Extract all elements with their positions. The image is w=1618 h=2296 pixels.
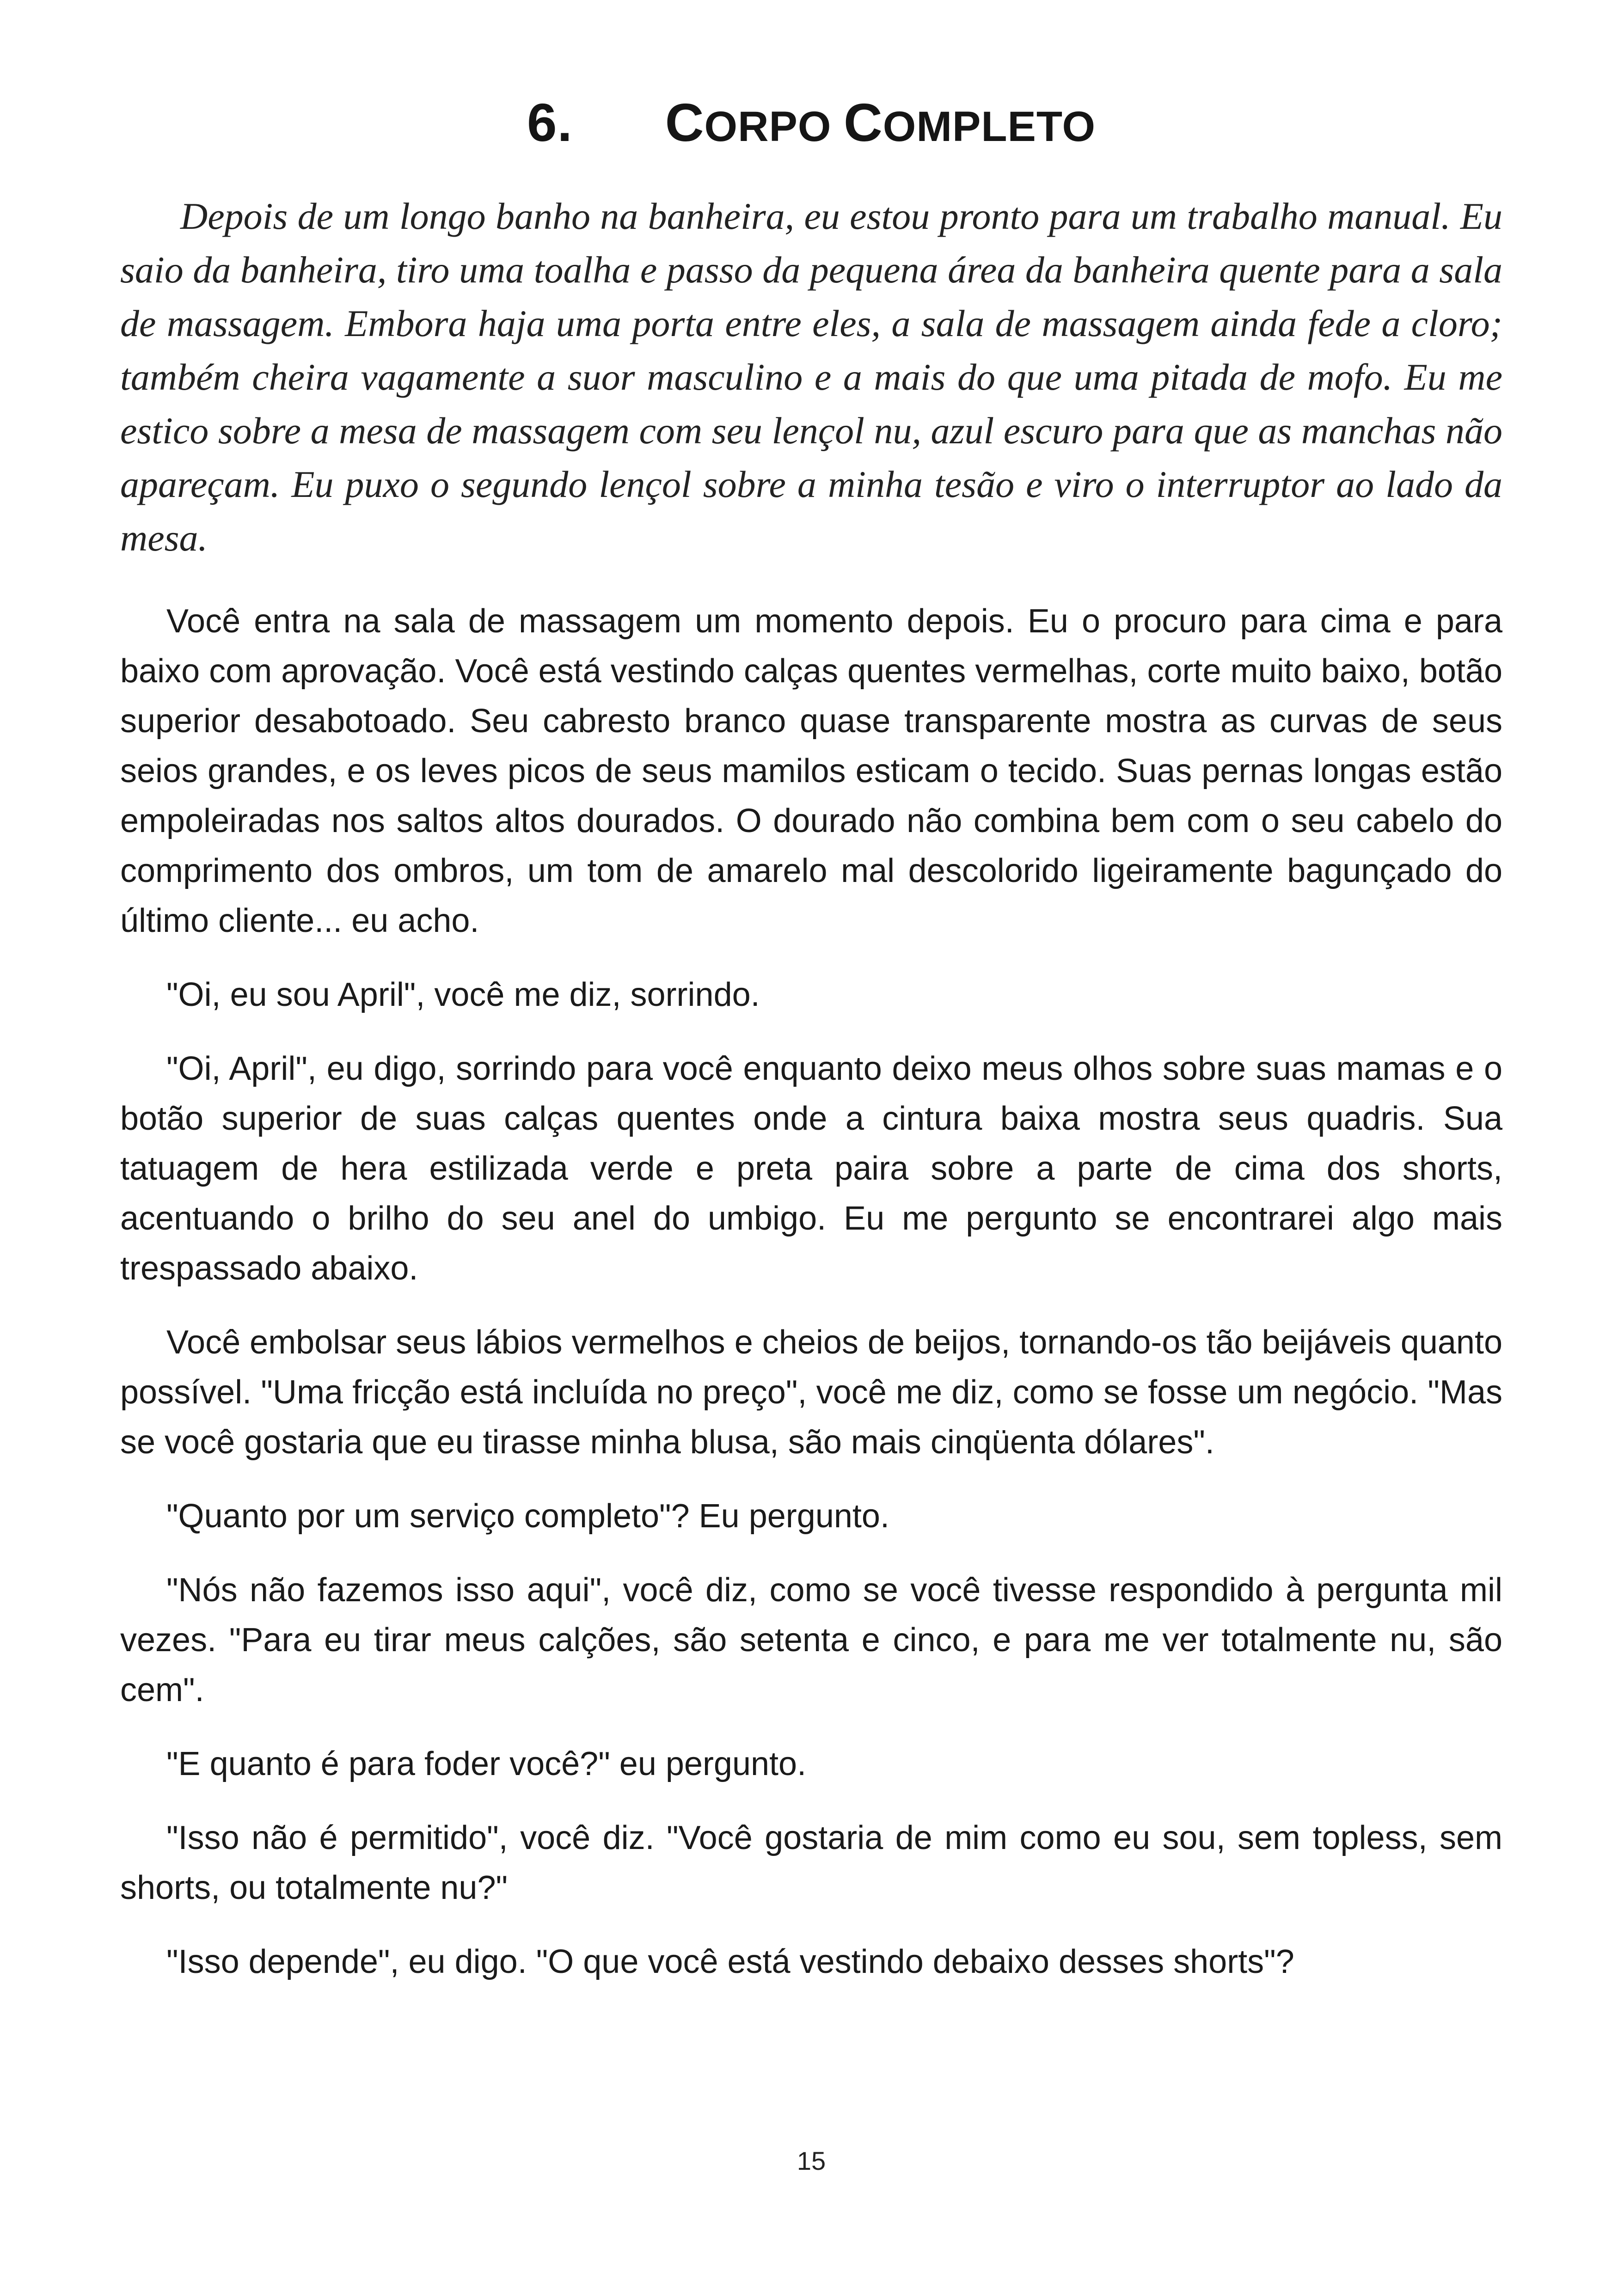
paragraph: "Quanto por um serviço completo"? Eu pergunto. (166, 1498, 889, 1535)
paragraph: "E quanto é para foder você?" eu pergunto. (166, 1745, 807, 1782)
body-text (120, 596, 1502, 2011)
intro-paragraph: Depois de um longo banho na banheira, eu estou pronto para um trabalho manual. Eu saio da banheira, tiro uma toalha e passo da pequena área da banheira quente para a sala de massagem. Embora haja uma porta entre eles, a sala de massagem ainda fede a cloro; também cheira vagamente a suor masculino e a mais do que uma pitada de mofo. Eu me estico sobre a mesa de massagem com seu lençol nu, azul escuro para que as manchas não apareçam. Eu puxo o segundo lençol sobre a minha tesão e viro o interruptor ao lado da mesa. (120, 195, 1502, 559)
chapter-title-initial: C (844, 92, 883, 153)
chapter-heading (120, 90, 1502, 159)
chapter-number: 6. (527, 92, 573, 153)
paragraph: "Oi, April", eu digo, sorrindo para você enquanto deixo meus olhos sobre suas mamas e o botão superior de suas calças quentes onde a cintura baixa mostra seus quadris. Sua tatuagem de hera estilizada verde e preta paira sobre a parte de cima dos shorts, acentuando o brilho do seu anel do umbigo. Eu me pergunto se encontrarei algo mais trespassado abaixo. (120, 1050, 1502, 1287)
paragraph: "Oi, eu sou April", você me diz, sorrindo. (166, 976, 760, 1013)
paragraph: Você embolsar seus lábios vermelhos e cheios de beijos, tornando-os tão beijáveis quanto possível. "Uma fricção está incluída no preço", você me diz, como se fosse um negócio. "Mas se você gostaria que eu tirasse minha blusa, são mais cinqüenta dólares". (120, 1324, 1502, 1461)
chapter-title (665, 92, 1096, 153)
paragraph: "Isso depende", eu digo. "O que você está vestindo debaixo desses shorts"? (166, 1943, 1294, 1980)
chapter-title-rest: OMPLETO (883, 103, 1096, 150)
document-page (120, 0, 1502, 2296)
paragraph: "Nós não fazemos isso aqui", você diz, como se você tivesse respondido à pergunta mil vezes. "Para eu tirar meus calções, são setenta e cinco, e para me ver totalmente nu, são cem". (120, 1572, 1502, 1708)
chapter-title-rest: ORPO (704, 103, 844, 150)
chapter-title-initial: C (665, 92, 705, 153)
paragraph: "Isso não é permitido", você diz. "Você gostaria de mim como eu sou, sem topless, sem shorts, ou totalmente nu?" (120, 1819, 1502, 1906)
page-number: 15 (797, 2146, 826, 2175)
paragraph: Você entra na sala de massagem um momento depois. Eu o procuro para cima e para baixo com aprovação. Você está vestindo calças quentes vermelhas, corte muito baixo, botão superior desabotoado. Seu cabresto branco quase transparente mostra as curvas de seus seios grandes, e os leves picos de seus mamilos esticam o tecido. Suas pernas longas estão empoleiradas nos saltos altos dourados. O dourado não combina bem com o seu cabelo do comprimento dos ombros, um tom de amarelo mal descolorido ligeiramente bagunçado do último cliente... eu acho. (120, 603, 1502, 939)
